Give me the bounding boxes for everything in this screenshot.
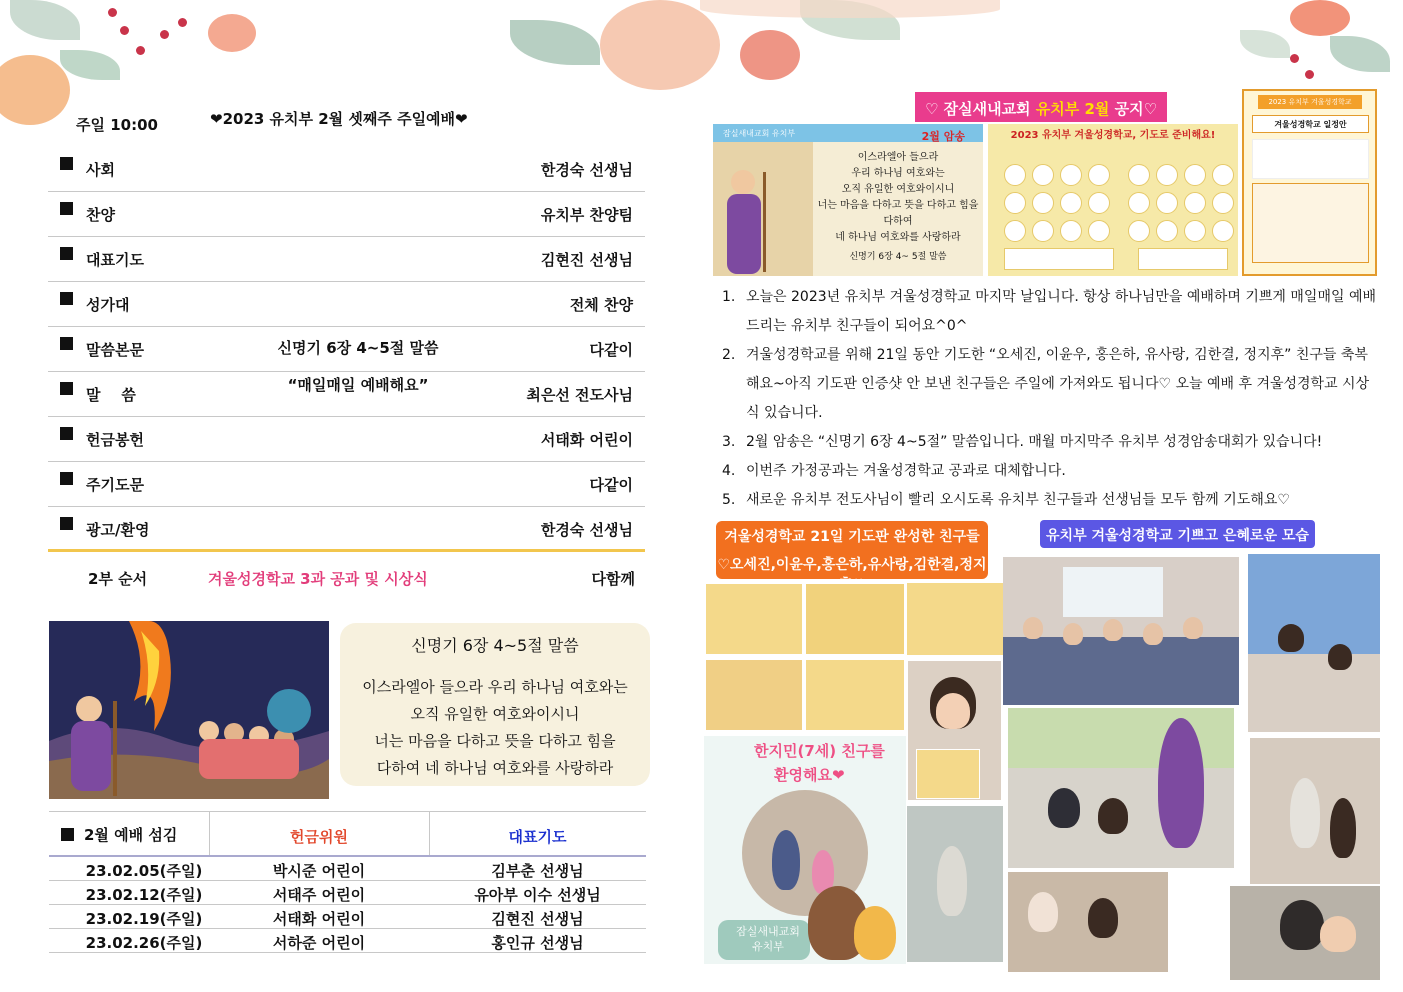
moses-illustration <box>49 621 329 799</box>
order-row: 말씀본문 신명기 6장 4~5절 말씀 다같이 <box>48 327 645 372</box>
service-time: 주일 10:00 <box>76 116 158 134</box>
bullet-square-icon <box>60 157 73 170</box>
line-photo <box>1248 554 1380 732</box>
bullet-square-icon <box>60 517 73 530</box>
table-row: 23.02.19(주일) 서태화 어린이 김현진 선생님 <box>49 905 646 929</box>
welcome-card: 한지민(7세) 친구를 환영해요❤ 잠실새내교회 유치부 <box>704 736 906 964</box>
prayer-board-photos <box>705 583 905 731</box>
order-row: 사회 한경숙 선생님 <box>48 147 645 192</box>
bullet-square-icon <box>60 382 73 395</box>
list-item: 3. 2월 암송은 “신명기 6장 4~5절” 말씀입니다. 매월 마지막주 유치부 성경암송대회가 있습니다! <box>722 434 1323 450</box>
memory-verse-card: 잠실새내교회 유치부 2월 암송 이스라엘아 들으라 우리 하나님 여호와는 오직 유일한 여호와이시니 너는 마음을 다하고 뜻을 다하고 힘을 다하여 네 하나님 여호와를 사랑하라 신명기 6장 4~ 5절 말씀 <box>713 124 983 276</box>
col-prayer: 대표기도 <box>508 828 567 846</box>
bullet-square-icon <box>60 202 73 215</box>
service-title: ❤2023 유치부 2월 셋째주 주일예배❤ <box>210 110 468 128</box>
order-row: 헌금봉헌 서태화 어린이 <box>48 417 645 462</box>
bullet-square-icon <box>60 472 73 485</box>
verse-box <box>340 623 650 786</box>
bullet-square-icon <box>60 337 73 350</box>
order-row: 주기도문 다같이 <box>48 462 645 507</box>
verse-title: 신명기 6장 4~5절 말씀 <box>411 636 579 655</box>
notice-title: ♡ 잠실새내교회 유치부 2월 공지♡ <box>915 92 1167 122</box>
schedule-header: 2월 예배 섬김 헌금위원 대표기도 <box>49 811 646 857</box>
snack-photo <box>1230 886 1380 980</box>
prayer-board-badge: 겨울성경학교 21일 기도판 완성한 친구들 ♡오세진,이윤우,홍은하,유사랑,김한결,정지 <box>716 521 988 579</box>
order-row: 찬양 유치부 찬양팀 <box>48 192 645 237</box>
table-row: 23.02.05(주일) 박시준 어린이 김부춘 선생님 <box>49 857 646 881</box>
part2-row: 2부 순서 겨울성경학교 3과 공과 및 시상식 다함께 <box>88 570 635 588</box>
hallway-photo <box>907 806 1003 962</box>
table-row: 23.02.26(주일) 서하준 어린이 홍인규 선생님 <box>49 929 646 953</box>
children-seated-photo <box>1008 872 1168 972</box>
worship-order <box>48 147 645 600</box>
notice-list <box>720 283 1380 515</box>
bullet-square-icon <box>61 828 74 841</box>
table-row: 23.02.12(주일) 서태주 어린이 유아부 이수 선생님 <box>49 881 646 905</box>
prayer-board-photo <box>907 583 1005 655</box>
moses-costume-photo <box>1008 708 1234 868</box>
list-item: 2. 겨울성경학교를 위해 21일 동안 기도한 “오세진, 이윤우, 홍은하, 유사랑, 김한결, 정지후” 친구들 축복해요~아직 기도판 인증샷 안 보낸 친구들은 주일에 가져와도 됩니다♡ 오늘 예배 후 겨울성경학교 시상식 있습니다. <box>722 347 1370 421</box>
activity-photo <box>1250 738 1380 884</box>
order-row: 대표기도 김현진 선생님 <box>48 237 645 282</box>
order-row: 말 씀 “매일매일 예배해요” 최은선 전도사님 <box>48 372 645 417</box>
bullet-square-icon <box>60 427 73 440</box>
list-item: 4. 이번주 가정공과는 겨울성경학교 공과로 대체합니다. <box>722 463 1066 479</box>
winter-school-schedule-card: 2023 유치부 겨울성경학교 겨울성경학교 일정안 <box>1242 89 1377 276</box>
service-schedule-table <box>49 811 646 953</box>
service-header <box>70 108 630 138</box>
group-photo <box>1003 557 1239 705</box>
order-row: 광고/환영 한경숙 선생님 <box>48 507 645 552</box>
bullet-square-icon <box>60 292 73 305</box>
verse-body: 이스라엘아 들으라 우리 하나님 여호와는 오직 유일한 여호와이시니 너는 마음을 다하고 뜻을 다하고 힘을 다하여 네 하나님 여호와를 사랑하라 <box>362 678 628 777</box>
list-item: 5. 새로운 유치부 전도사님이 빨리 오시도록 유치부 친구들과 선생님들 모두 함께 기도해요♡ <box>722 492 1290 508</box>
order-row: 성가대 전체 찬양 <box>48 282 645 327</box>
col-offering: 헌금위원 <box>290 828 348 846</box>
bullet-square-icon <box>60 247 73 260</box>
list-item: 1. 오늘은 2023년 유치부 겨울성경학교 마지막 날입니다. 항상 하나님만을 예배하며 기쁘게 매일매일 예배드리는 유치부 친구들이 되어요^0^ <box>722 289 1376 334</box>
photos-badge: 유치부 겨울성경학교 기쁘고 은혜로운 모습 <box>1040 520 1315 548</box>
child-photo <box>908 661 1001 800</box>
prayer-board-card: 2023 유치부 겨울성경학교, 기도로 준비해요! <box>988 124 1238 276</box>
